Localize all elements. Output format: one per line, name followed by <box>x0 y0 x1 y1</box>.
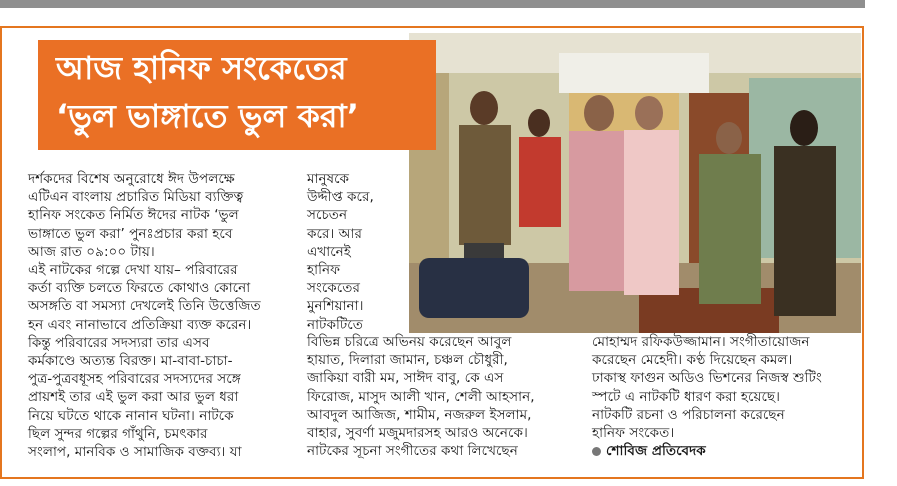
text-line: উদ্দীপ্ত করে, <box>307 189 374 206</box>
text-line: স্পটে এ নাটকটি ধারণ করা হয়েছে। <box>592 388 781 405</box>
text-line: এটিএন বাংলায় প্রচারিত মিডিয়া ব্যক্তিত্ব <box>28 189 244 206</box>
text-line: নিয়ে ঘটতে থাকে নানান ঘটনা। নাটকে <box>28 407 234 424</box>
text-line: দর্শকদের বিশেষ অনুরোধে ঈদ উপলক্ষে <box>28 171 235 187</box>
text-line: মানুষকে <box>307 171 350 187</box>
text-line: হন এবং নানাভাবে প্রতিক্রিয়া ব্যক্ত করেন। <box>28 316 252 333</box>
text-line: আবদুল আজিজ, শামীম, নজরুল ইসলাম, <box>307 406 532 423</box>
text-line: নাটকটি রচনা ও পরিচালনা করেছেন <box>592 406 785 423</box>
text-line: ফিরোজ, মাসুদ আলী খান, শেলী আহসান, <box>307 388 535 405</box>
text-line: করেছেন মেহেদী। কণ্ঠ দিয়েছেন কমল। <box>592 352 793 369</box>
text-line: ছিল সুন্দর গল্পের গাঁথুনি, চমৎকার <box>28 425 208 442</box>
byline-text: শোবিজ প্রতিবেদক <box>606 443 706 460</box>
text-line: কর্মকাণ্ডে অত্যন্ত বিরক্ত। মা-বাবা-চাচা- <box>28 353 233 370</box>
text-line: বিভিন্ন চরিত্রে অভিনয় করেছেন আবুল <box>307 334 512 350</box>
headline-banner <box>38 40 436 150</box>
text-line: জাকিয়া বারী মম, সাঈদ বাবু, কে এস <box>307 370 504 387</box>
headline-line-1: আজ হানিফ সংকেতের <box>56 49 347 87</box>
text-line: কর্তা ব্যক্তি চলতে ফিরতে কোথাও কোনো <box>28 280 251 297</box>
text-line: ভাঙ্গাতে ভুল করা’ পুনঃপ্রচার করা হবে <box>28 225 233 242</box>
byline <box>592 442 857 460</box>
text-line: হানিফ সংকেত। <box>592 425 675 442</box>
text-line: সচেতন <box>307 207 348 224</box>
article-column-4 <box>592 333 857 460</box>
text-line: হানিফ সংকেত নির্মিত ঈদের নাটক ‘ভুল <box>28 207 239 224</box>
text-line: হায়াত, দিলারা জামান, চঞ্চল চৌধুরী, <box>307 352 508 369</box>
text-line: আজ রাত ০৯:০০ টায়। <box>28 243 155 260</box>
bullet-dot-icon <box>592 447 601 456</box>
top-rule <box>0 0 865 8</box>
text-line: করে। আর <box>307 225 362 242</box>
article-column-1 <box>28 170 311 461</box>
text-line: ঢাকাস্থ ফাগুন অডিও ভিশনের নিজস্ব শুটিং <box>592 370 822 387</box>
text-line: এই নাটকের গল্পে দেখা যায়– পরিবারের <box>28 262 238 279</box>
photo-illustration <box>409 33 861 333</box>
article-column-2 <box>307 170 407 334</box>
text-line: কিন্তু পরিবারের সদস্যরা তার এসব <box>28 334 210 351</box>
text-line: প্রায়শই তার এই ভুল করা আর ভুল ধরা <box>28 389 239 406</box>
headline-line-2: ‘ভুল ভাঙ্গাতে ভুল করা’ <box>56 97 359 135</box>
text-line: মোহাম্মদ রফিকউজ্জামান। সংগীতায়োজন <box>592 334 810 350</box>
text-line: সংকেতের <box>307 280 360 297</box>
text-line: বাহার, সুবর্ণা মজুমদারসহ আরও অনেকে। <box>307 425 528 442</box>
text-line: সংলাপ, মানবিক ও সামাজিক বক্তব্য। যা <box>28 444 242 461</box>
text-line: এখানেই <box>307 243 351 260</box>
text-line: হানিফ <box>307 262 341 279</box>
text-line: পুত্র-পুত্রবধূসহ পরিবারের সদস্যদের সঙ্গে <box>28 371 241 388</box>
text-line: মুনশিয়ানা। <box>307 298 364 315</box>
text-line: অসঙ্গতি বা সমস্যা দেখলেই তিনি উত্তেজিত <box>28 298 261 315</box>
drama-scene-photo <box>409 33 861 333</box>
article-column-3 <box>307 333 589 460</box>
text-line: নাটকটিতে <box>307 316 363 333</box>
text-line: নাটকের সূচনা সংগীতের কথা লিখেছেন <box>307 443 518 460</box>
